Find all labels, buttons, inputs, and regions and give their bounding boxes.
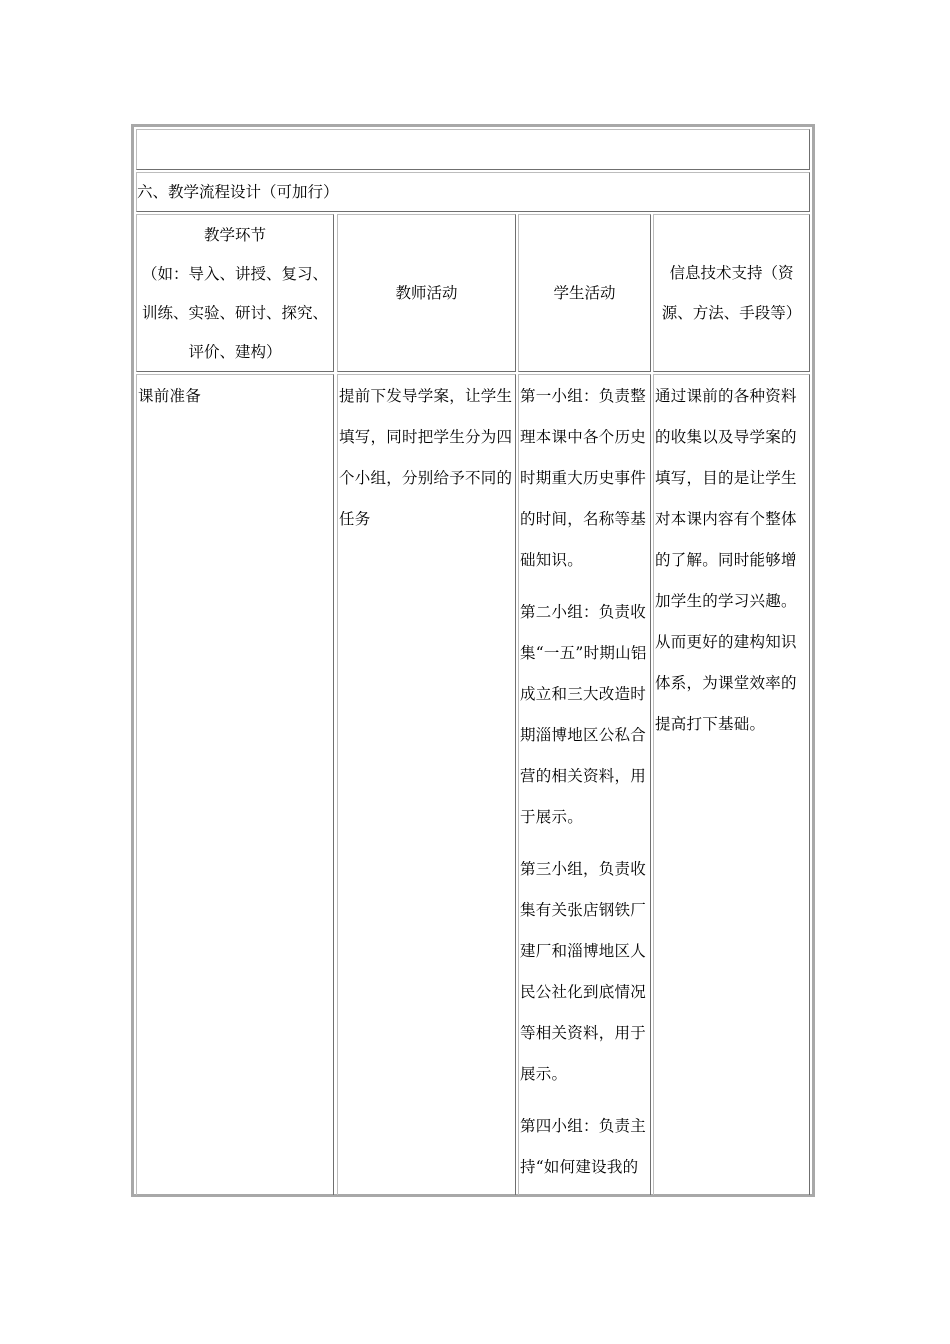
header-stage-cell xyxy=(136,214,334,372)
teaching-flow-table xyxy=(131,124,815,1197)
row-teacher-activity: 提前下发导学案，让学生填写，同时把学生分为四个小组，分别给予不同的任务 xyxy=(339,387,513,528)
header-stage-examples-3: 评价、建构） xyxy=(188,343,282,361)
row-stage: 课前准备 xyxy=(138,387,202,405)
header-tech-support-1: 信息技术支持（资 xyxy=(669,264,794,282)
header-teacher-activity: 教师活动 xyxy=(395,283,458,302)
row-tech-support: 通过课前的各种资料的收集以及导学案的填写，目的是让学生对本课内容有个整体的了解。同时能够增加学生的学习兴趣。从而更好的建构知识体系，为课堂效率的提高打下基础。 xyxy=(655,387,797,733)
header-student-activity: 学生活动 xyxy=(553,283,616,302)
row-tech-cell xyxy=(653,374,810,1195)
row-stage-cell xyxy=(136,374,334,1195)
header-stage-title: 教学环节 xyxy=(203,226,266,244)
student-group-4: 第四小组：负责主持“如何建设我的 xyxy=(520,1117,647,1176)
header-tech-support-2: 源、方法、手段等） xyxy=(661,304,802,322)
header-stage-examples-1: （如：导入、讲授、复习、 xyxy=(141,265,328,283)
section-title-row xyxy=(136,172,810,212)
empty-top-row xyxy=(136,129,810,170)
student-group-2: 第二小组：负责收集“一五”时期山铝成立和三大改造时期淄博地区公私合营的相关资料，用于展示。 xyxy=(520,603,647,826)
header-student-cell xyxy=(518,214,651,372)
header-stage-examples-2: 训练、实验、研讨、探究、 xyxy=(141,304,328,322)
student-group-1: 第一小组：负责整理本课中各个历史时期重大历史事件的时间，名称等基础知识。 xyxy=(520,387,647,569)
header-tech-cell xyxy=(653,214,810,372)
header-teacher-cell xyxy=(337,214,516,372)
row-teacher-cell xyxy=(337,374,516,1195)
section-title: 六、教学流程设计（可加行） xyxy=(137,183,339,201)
row-student-cell xyxy=(518,374,651,1195)
student-group-3: 第三小组，负责收集有关张店钢铁厂建厂和淄博地区人民公社化到底情况等相关资料，用于展示。 xyxy=(520,860,647,1083)
